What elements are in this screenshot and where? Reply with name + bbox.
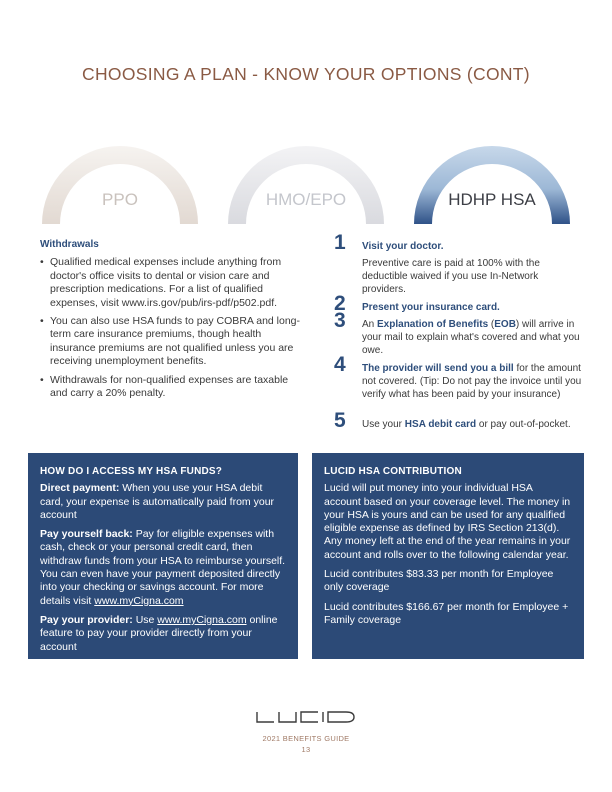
employee-only-contribution: Lucid contributes $83.33 per month for Employee only coverage	[324, 568, 554, 594]
hdhp-label: HDHP HSA	[448, 190, 536, 209]
irs-link[interactable]: www.irs.gov/pub/irs-pdf/p502.pdf	[121, 296, 275, 309]
step-5: 5 Use your HSA debit card or pay out-of-pocket.	[334, 409, 571, 432]
hdhp-arch	[412, 120, 572, 226]
access-funds-box	[28, 453, 298, 659]
lucid-logo-icon	[256, 711, 356, 723]
step-number: 3	[334, 309, 346, 332]
page-number: 13	[301, 745, 311, 754]
list-item: • Withdrawals for non-qualified expenses are taxable and carry a 20% penalty.	[50, 374, 302, 401]
hmo-arch	[226, 120, 386, 226]
list-item: • You can also use HSA funds to pay COBRA and long-term care insurance premiums, though health insurance premiums are not qualified unless you are receiving unemployment benefits.	[50, 315, 302, 369]
step-number: 4	[334, 353, 346, 376]
ppo-label: PPO	[102, 190, 138, 209]
page-title: CHOOSING A PLAN - KNOW YOUR OPTIONS (CONT)	[82, 64, 530, 84]
step-number: 2	[334, 292, 346, 315]
direct-payment: Direct payment: When you use your HSA debit card, your expense is automatically paid from your account	[40, 482, 275, 521]
hmo-label: HMO/EPO	[265, 190, 347, 209]
step-3: 3 An Explanation of Benefits (EOB) will arrive in your mail to explain what's covered and what you owe.	[334, 309, 580, 356]
mycigna-link[interactable]: www.myCigna.com	[94, 594, 184, 607]
ppo-arch	[40, 120, 200, 226]
step-number: 5	[334, 409, 346, 432]
step-number: 1	[334, 231, 346, 254]
contribution-intro: Lucid will put money into your individual HSA account based on your coverage level. The money in your HSA is yours and can be used for any qualified eligible expense as defined by IRS Section 213(d). Any money left at the end of the year remains in your account and rolls over to the following calendar year.	[324, 482, 571, 561]
pay-yourself-back: Pay yourself back: Pay for eligible expenses with cash, check or your personal credit card, then withdraw funds from your HSA to reimburse yourself. You can even have your payment deposited directly into your checking or savings account. For more details visit www.myCigna.com	[40, 528, 286, 607]
lucid-logo	[0, 710, 612, 728]
withdrawals-section	[40, 238, 302, 405]
withdrawals-heading: Withdrawals	[40, 239, 99, 250]
contribution-box	[312, 453, 584, 659]
list-item: • Qualified medical expenses include anything from doctor's office visits to dental or vision care and prescription medications. For a list of qualified expenses, visit www.irs.gov/pub/irs-pdf/p502.pdf.	[50, 256, 302, 310]
guide-title: 2021 BENEFITS GUIDE	[262, 734, 350, 743]
step-2: 2 Present your insurance card.	[334, 292, 500, 315]
step-1: 1 Visit your doctor. Preventive care is paid at 100% with the deductible waived if you use In-Network providers.	[334, 231, 540, 295]
access-funds-heading: HOW DO I ACCESS MY HSA FUNDS?	[40, 466, 223, 477]
family-contribution: Lucid contributes $166.67 per month for Employee + Family coverage	[324, 600, 569, 626]
mycigna-link[interactable]: www.myCigna.com	[157, 613, 247, 626]
step-4: 4 The provider will send you a bill for the amount not covered. (Tip: Do not pay the invoice until you verify what has been paid by your insurance)	[334, 353, 582, 400]
contribution-heading: LUCID HSA CONTRIBUTION	[324, 466, 462, 477]
footer	[0, 733, 612, 755]
pay-your-provider: Pay your provider: Use www.myCigna.com online feature to pay your provider directly from your account	[40, 613, 278, 653]
